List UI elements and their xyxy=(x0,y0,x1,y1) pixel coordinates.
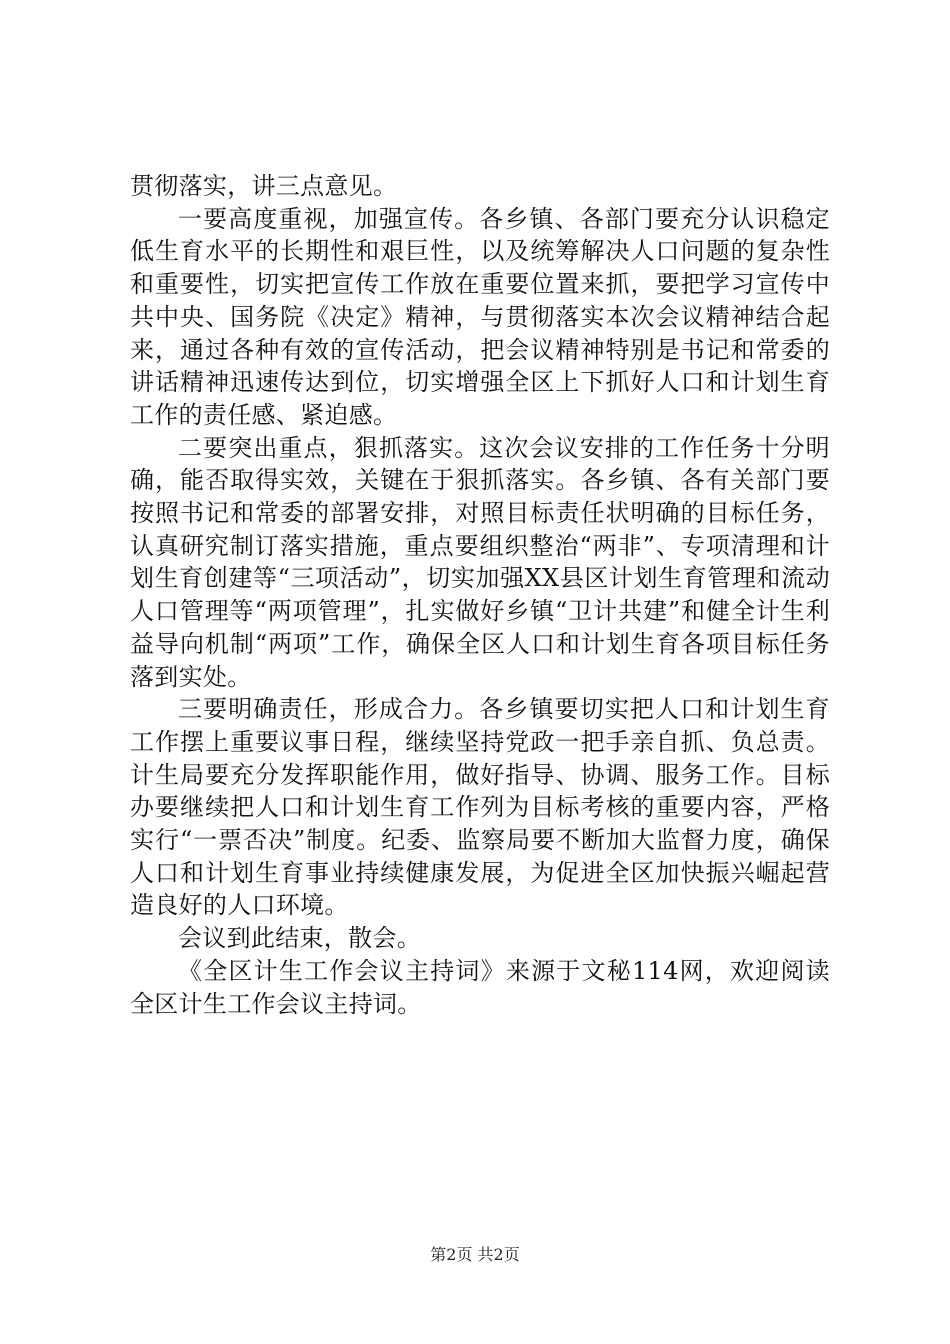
paragraph-point-two: 二要突出重点，狠抓落实。这次会议安排的工作任务十分明确，能否取得实效，关键在于狠抓落实。各乡镇、各有关部门要按照书记和常委的部署安排，对照目标责任状明确的目标任务，认真研究制订落实措施，重点要组织整治“两非”、专项清理和计划生育创建等“三项活动”，切实加强XX县区计划生育管理和流动人口管理等“两项管理”，扎实做好乡镇“卫计共建”和健全计生利益导向机制“两项”工作，确保全区人口和计划生育各项目标任务落到实处。 xyxy=(130,433,830,691)
paragraph-point-three: 三要明确责任，形成合力。各乡镇要切实把人口和计划生育工作摆上重要议事日程，继续坚持党政一把手亲自抓、负总责。计生局要充分发挥职能作用，做好指导、协调、服务工作。目标办要继续把人口和计划生育工作列为目标考核的重要内容，严格实行“一票否决”制度。纪委、监察局要不断加大监督力度，确保人口和计划生育事业持续健康发展，为促进全区加快振兴崛起营造良好的人口环境。 xyxy=(130,695,830,920)
document-body xyxy=(130,170,830,1020)
paragraph-continuation: 贯彻落实，讲三点意见。 xyxy=(130,172,398,200)
paragraph-closing: 会议到此结束，散会。 xyxy=(178,924,421,953)
paragraph-point-one: 一要高度重视，加强宣传。各乡镇、各部门要充分认识稳定低生育水平的长期性和艰巨性，以及统筹解决人口问题的复杂性和重要性，切实把宣传工作放在重要位置来抓，要把学习宣传中共中央、国务院《决定》精神，与贯彻落实本次会议精神结合起来，通过各种有效的宣传活动，把会议精神特别是书记和常委的讲话精神迅速传达到位，切实增强全区上下抓好人口和计划生育工作的责任感、紧迫感。 xyxy=(130,204,830,429)
page-footer: 第2页 共2页 xyxy=(430,1245,520,1264)
paragraph-source-note: 《全区计生工作会议主持词》来源于文秘114网，欢迎阅读全区计生工作会议主持词。 xyxy=(130,956,830,1018)
